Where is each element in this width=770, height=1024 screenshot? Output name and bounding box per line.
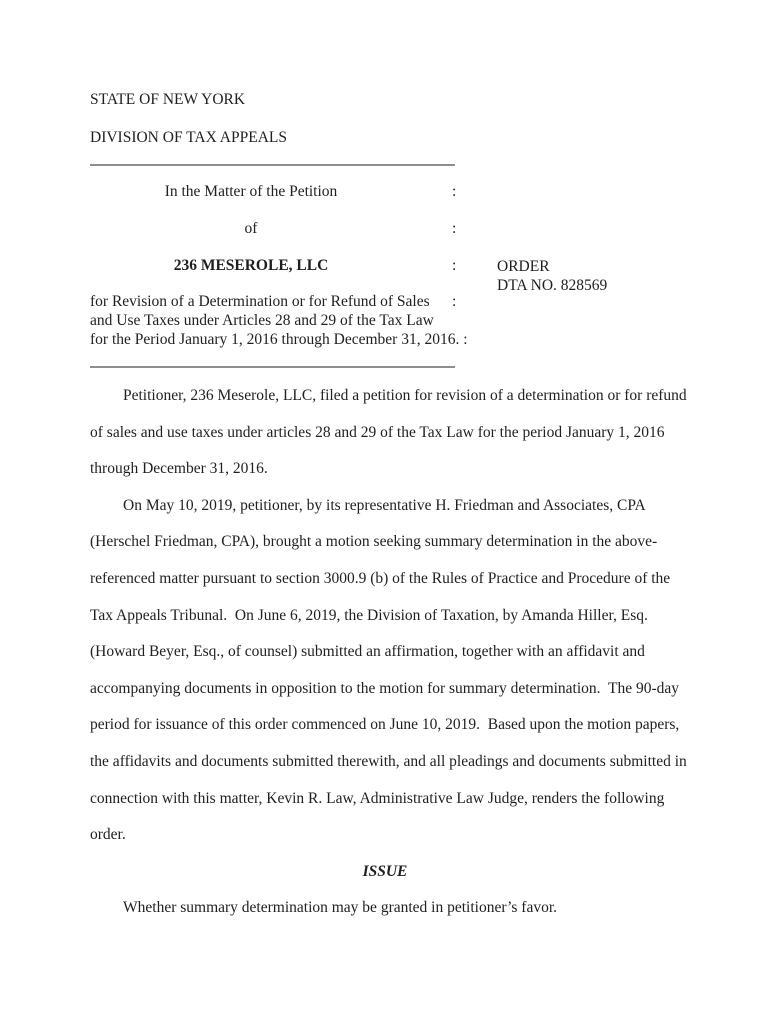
issue-heading: ISSUE — [362, 862, 408, 880]
text-line: for the Period January 1, 2016 through December 31, 2016. : — [90, 330, 468, 348]
header-state-line: STATE OF NEW YORK — [90, 91, 246, 108]
text-line: connection with this matter, Kevin R. Law, Administrative Law Judge, renders the following — [90, 789, 665, 807]
text-line: and Use Taxes under Articles 28 and 29 of the Tax Law — [90, 311, 434, 329]
text-line: of sales and use taxes under articles 28 and 29 of the Tax Law for the period January 1, 2016 — [90, 423, 665, 441]
text-line: for Revision of a Determination or for Refund of Sales — [90, 293, 430, 310]
issue-paragraph — [90, 890, 680, 927]
body-paragraph-1 — [90, 378, 687, 488]
caption-description — [90, 293, 468, 349]
petitioner-name: 236 MESEROLE, LLC — [173, 257, 329, 274]
caption-colon: : — [452, 257, 457, 274]
caption-matter-line: In the Matter of the Petition — [164, 183, 338, 200]
caption-colon: : — [452, 293, 457, 310]
text-line: Petitioner, 236 Meserole, LLC, filed a petition for revision of a determination or for refund — [123, 387, 687, 404]
text-line: through December 31, 2016. — [90, 460, 268, 478]
caption-colon: : — [452, 183, 457, 200]
text-line: order. — [90, 826, 126, 844]
caption-bottom-rule — [90, 366, 455, 368]
caption-colon: : — [452, 220, 457, 237]
dta-number: DTA NO. 828569 — [497, 276, 608, 294]
text-line: referenced matter pursuant to section 3000.9 (b) of the Rules of Practice and Procedure of the — [90, 569, 671, 587]
text-line: period for issuance of this order commenced on June 10, 2019. Based upon the motion papers, — [90, 716, 680, 734]
text-line: accompanying documents in opposition to the motion for summary determination. The 90-day — [90, 679, 680, 697]
text-line: Tax Appeals Tribunal. On June 6, 2019, the Division of Taxation, by Amanda Hiller, Esq. — [90, 606, 648, 624]
header-division-line: DIVISION OF TAX APPEALS — [90, 129, 287, 146]
body-paragraph-2 — [90, 488, 687, 854]
text-line: (Herschel Friedman, CPA), brought a motion seeking summary determination in the above- — [90, 533, 658, 551]
caption-top-rule — [90, 164, 455, 166]
text-line: On May 10, 2019, petitioner, by its representative H. Friedman and Associates, CPA — [123, 496, 646, 514]
order-block — [497, 258, 607, 295]
text-line: Whether summary determination may be granted in petitioner’s favor. — [123, 899, 558, 917]
text-line: (Howard Beyer, Esq., of counsel) submitted an affirmation, together with an affidavit and — [90, 643, 645, 661]
order-body — [90, 378, 687, 927]
order-label: ORDER — [497, 258, 550, 275]
caption-of-line: of — [244, 220, 258, 237]
text-line: the affidavits and documents submitted therewith, and all pleadings and documents submitted in — [90, 752, 687, 770]
